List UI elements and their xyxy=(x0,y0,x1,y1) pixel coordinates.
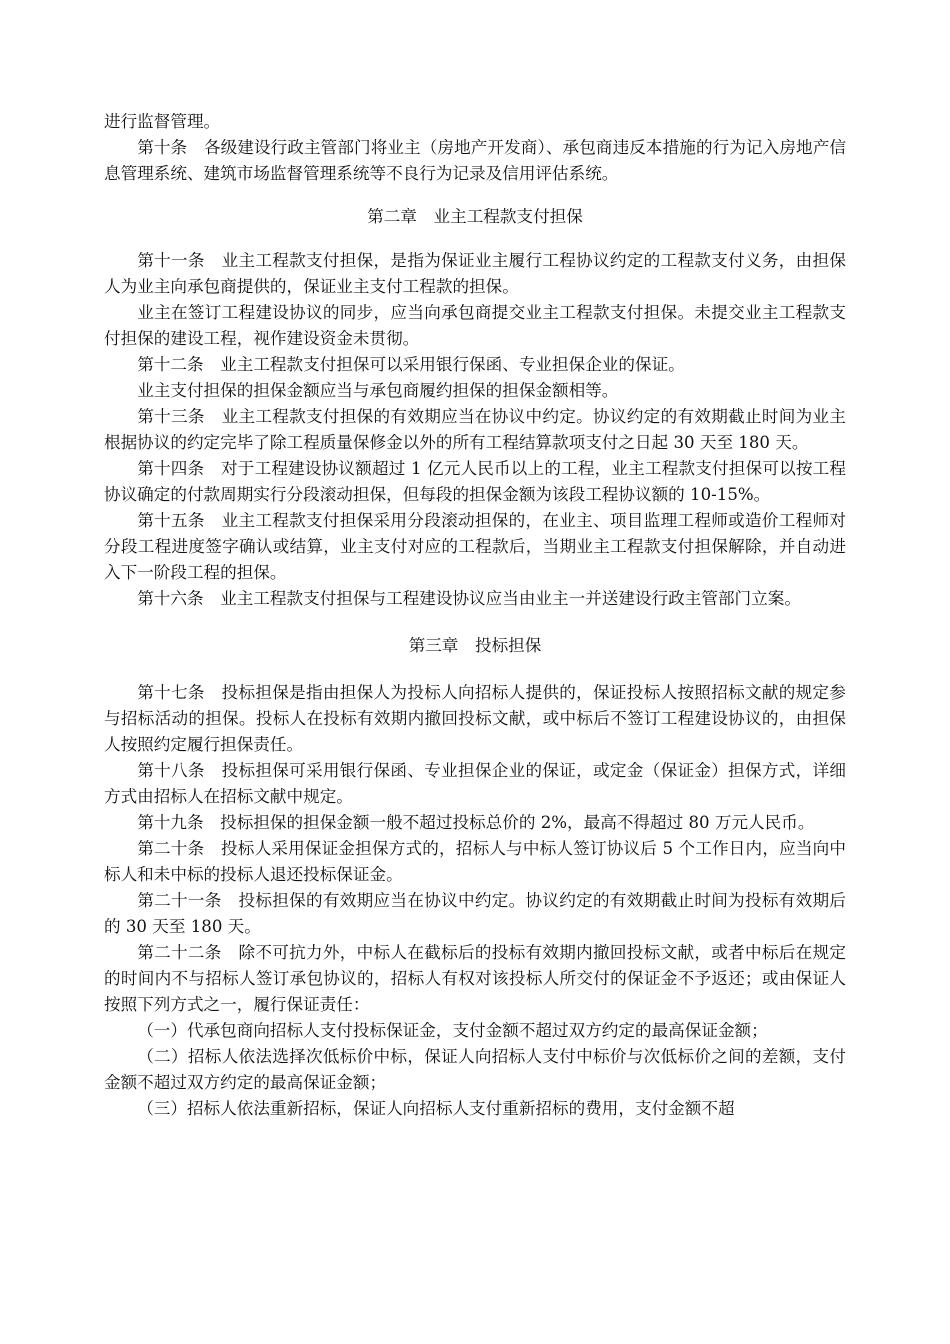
article-17: 第十七条 投标担保是指由担保人为投标人向招标人提供的，保证投标人按照招标文献的规定参与招标活动的担保。投标人在投标有效期内撤回投标文献，或中标后不签订工程建设协议的，由担保人按照约定履行担保责任。 xyxy=(104,683,846,754)
article-19: 第十九条 投标担保的担保金额一般不超过投标总价的 2%，最高不得超过 80 万元人民币。 xyxy=(137,813,815,832)
article-15: 第十五条 业主工程款支付担保采用分段滚动担保的，在业主、项目监理工程师或造价工程师对分段工程进度签字确认或结算，业主支付对应的工程款后，当期业主工程款支付担保解除，并自动进入下一阶段工程的担保。 xyxy=(104,511,846,582)
article-12-paragraph-2: 业主支付担保的担保金额应当与承包商履约担保的担保金额相等。 xyxy=(137,381,619,400)
article-12: 第十二条 业主工程款支付担保可以采用银行保函、专业担保企业的保证。 xyxy=(137,355,685,374)
article-22-item-3: （三）招标人依法重新招标，保证人向招标人支付重新招标的费用，支付金额不超 xyxy=(137,1099,735,1118)
chapter-2-heading: 第二章 业主工程款支付担保 xyxy=(367,207,583,226)
article-22: 第二十二条 除不可抗力外，中标人在截标后的投标有效期内撤回投标文献，或者中标后在规定的时间内不与招标人签订承包协议的，招标人有权对该投标人所交付的保证金不予返还；或由保证人按照下列方式之一，履行保证责任： xyxy=(104,943,846,1014)
article-13: 第十三条 业主工程款支付担保的有效期应当在协议中约定。协议约定的有效期截止时间为业主根据协议的约定完毕了除工程质量保修金以外的所有工程结算款项支付之日起 30 天至 180 天。 xyxy=(104,407,846,452)
article-22-item-1: （一）代承包商向招标人支付投标保证金，支付金额不超过双方约定的最高保证金额； xyxy=(137,1021,768,1040)
article-11: 第十一条 业主工程款支付担保，是指为保证业主履行工程协议约定的工程款支付义务，由担保人为业主向承包商提供的，保证业主支付工程款的担保。 xyxy=(104,251,846,296)
continuation-text: 进行监督管理。 xyxy=(104,112,221,131)
article-22-item-2: （二）招标人依法选择次低标价中标，保证人向招标人支付中标价与次低标价之间的差额，支付金额不超过双方约定的最高保证金额； xyxy=(104,1047,846,1092)
article-16: 第十六条 业主工程款支付担保与工程建设协议应当由业主一并送建设行政主管部门立案。 xyxy=(137,589,801,608)
article-10: 第十条 各级建设行政主管部门将业主（房地产开发商）、承包商违反本措施的行为记入房地产信息管理系统、建筑市场监督管理系统等不良行为记录及信用评估系统。 xyxy=(104,138,846,183)
article-14: 第十四条 对于工程建设协议额超过 1 亿元人民币以上的工程，业主工程款支付担保可以按工程协议确定的付款周期实行分段滚动担保，但每段的担保金额为该段工程协议额的 10-15%。 xyxy=(104,459,846,504)
chapter-3-heading: 第三章 投标担保 xyxy=(408,636,542,655)
document-page xyxy=(104,109,846,1122)
article-18: 第十八条 投标担保可采用银行保函、专业担保企业的保证，或定金（保证金）担保方式，详细方式由招标人在招标文献中规定。 xyxy=(104,761,846,806)
article-11-paragraph-2: 业主在签订工程建设协议的同步，应当向承包商提交业主工程款支付担保。未提交业主工程款支付担保的建设工程，视作建设资金未贯彻。 xyxy=(104,303,846,348)
article-21: 第二十一条 投标担保的有效期应当在协议中约定。协议约定的有效期截止时间为投标有效期后的 30 天至 180 天。 xyxy=(104,891,846,936)
article-20: 第二十条 投标人采用保证金担保方式的，招标人与中标人签订协议后 5 个工作日内，应当向中标人和未中标的投标人退还投标保证金。 xyxy=(104,839,846,884)
